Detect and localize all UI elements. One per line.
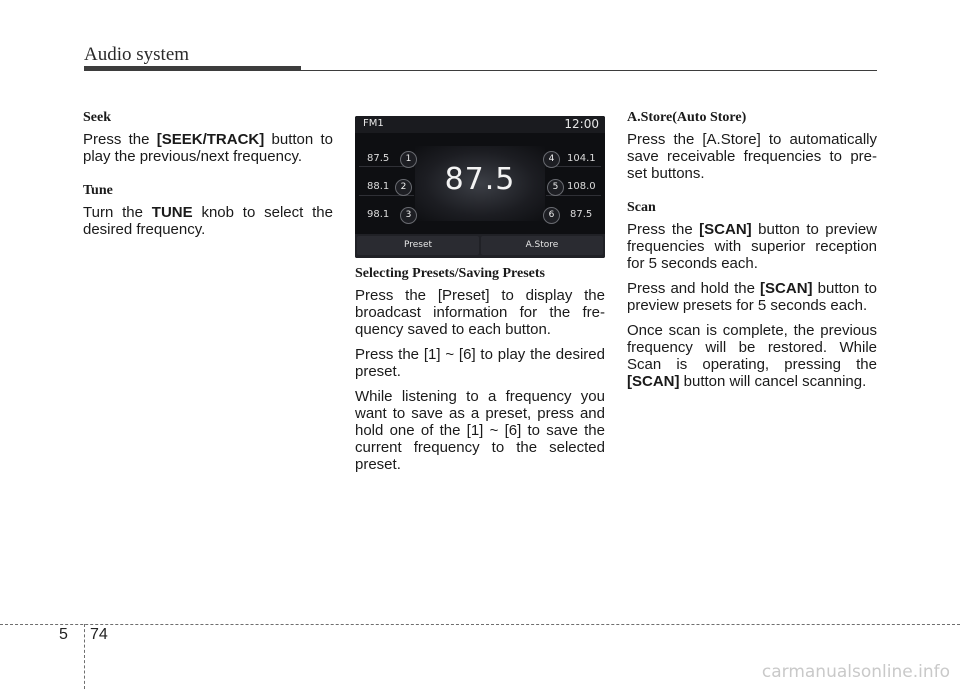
scan3-button-label: [SCAN] <box>627 373 680 390</box>
seek-paragraph <box>83 131 333 165</box>
presets-paragraph-3: While listening to a frequency you want to save as a preset, press and hold one of the [1] ~ [6] to save the current frequency to the selected preset. <box>355 388 605 473</box>
tune-paragraph <box>83 204 333 238</box>
scan-paragraph-3 <box>627 322 877 390</box>
preset-button-1[interactable]: 1 <box>400 151 417 168</box>
astore-paragraph: Press the [A.Store] to automatically save receivable frequencies to pre-set buttons. <box>627 131 877 182</box>
page-number: 74 <box>90 626 108 643</box>
preset-button-4[interactable]: 4 <box>543 151 560 168</box>
presets-paragraph-2: Press the [1] ~ [6] to play the desired preset. <box>355 346 605 380</box>
preset-button-6[interactable]: 6 <box>543 207 560 224</box>
scan1-text-post: button to preview frequencies with superior reception for 5 seconds each. <box>627 221 877 272</box>
presets-heading: Selecting Presets/Saving Presets <box>355 266 546 281</box>
tune-text-pre: Turn the <box>83 204 152 221</box>
preset-freq-6: 87.5 <box>570 209 593 220</box>
watermark: carmanualsonline.info <box>761 662 950 682</box>
preset-button-2[interactable]: 2 <box>395 179 412 196</box>
tune-heading: Tune <box>83 183 113 198</box>
screen-clock: 12:00 <box>564 117 599 131</box>
preset-button-3[interactable]: 3 <box>400 207 417 224</box>
screen-frequency: 87.5 <box>444 162 516 197</box>
scan3-text-pre: Once scan is complete, the previous frequency will be restored. While Scan is operating, pressing the <box>627 322 877 373</box>
astore-softkey[interactable]: A.Store <box>481 236 603 255</box>
scan3-text-post: button will cancel scanning. <box>679 373 867 390</box>
column-presets <box>355 116 605 481</box>
preset-button-5[interactable]: 5 <box>547 179 564 196</box>
scan2-button-label: [SCAN] <box>760 280 813 297</box>
scan-paragraph-2 <box>627 280 877 314</box>
scan2-text-post: button to preview presets for 5 seconds each. <box>627 280 877 314</box>
header-rule-thin <box>84 70 877 71</box>
footer-vertical-rule <box>84 624 85 689</box>
footer-rule <box>0 624 960 625</box>
preset-freq-1: 87.5 <box>367 153 390 164</box>
seek-text-post: button to play the previous/next frequency. <box>83 131 333 165</box>
scan1-button-label: [SCAN] <box>699 221 752 238</box>
preset-freq-4: 104.1 <box>567 153 596 164</box>
preset-softkey[interactable]: Preset <box>357 236 479 255</box>
scan2-text-pre: Press and hold the <box>627 280 761 297</box>
preset-freq-3: 98.1 <box>367 209 390 220</box>
scan-heading: Scan <box>627 200 656 215</box>
scan-paragraph-1 <box>627 221 877 272</box>
scan1-text-pre: Press the <box>627 221 700 238</box>
radio-screen-illustration <box>355 116 605 258</box>
column-astore-scan <box>627 110 877 398</box>
tune-text-post: knob to select the desired frequency. <box>83 204 333 238</box>
seek-text-pre: Press the <box>83 131 157 148</box>
preset-freq-5: 108.0 <box>567 181 596 192</box>
tune-knob-label: TUNE <box>151 204 193 221</box>
chapter-number: 5 <box>59 626 68 643</box>
astore-heading: A.Store(Auto Store) <box>627 110 747 125</box>
presets-paragraph-1: Press the [Preset] to display the broadcast information for the fre-quency saved to each button. <box>355 287 605 338</box>
preset-freq-2: 88.1 <box>367 181 390 192</box>
screen-band-label: FM1 <box>363 118 384 129</box>
column-seek-tune <box>83 110 333 246</box>
page-header-title: Audio system <box>84 44 190 65</box>
seek-button-label: [SEEK/TRACK] <box>156 131 265 148</box>
seek-heading: Seek <box>83 110 111 125</box>
